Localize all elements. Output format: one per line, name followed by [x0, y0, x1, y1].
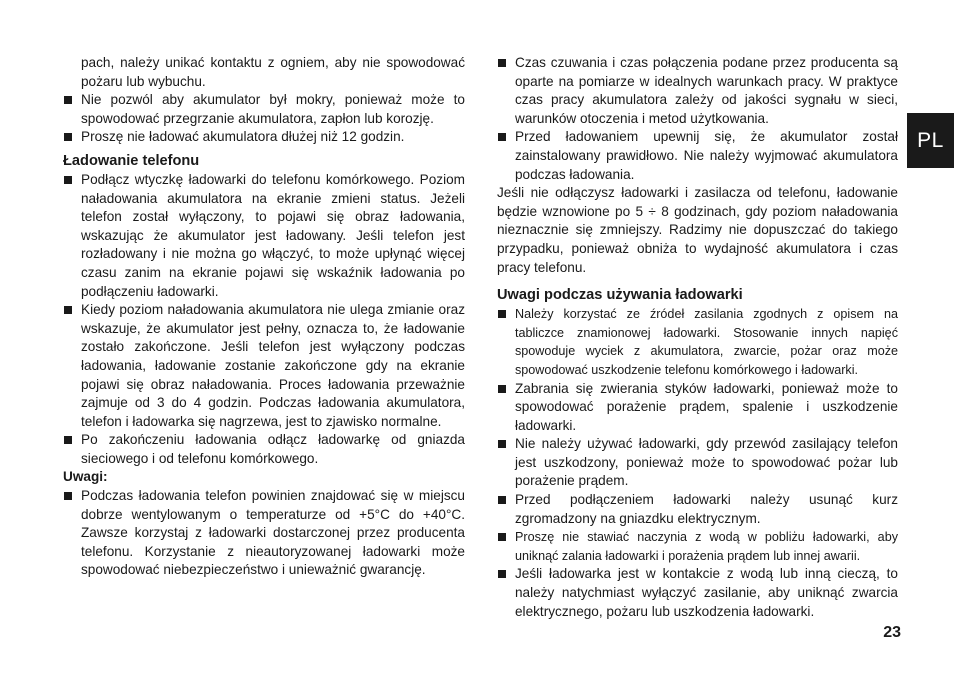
language-tab: PL [907, 113, 954, 168]
list-item: Proszę nie stawiać naczynia z wodą w pobliżu ładowarki, aby uniknąć zalania ładowarki i porażenia prądem lub innej awarii. [497, 528, 898, 565]
section-heading-charger: Uwagi podczas używania ładowarki [497, 287, 743, 304]
bullet-square-icon [64, 133, 72, 141]
bullet-square-icon [64, 492, 72, 500]
list-item: Nie należy używać ładowarki, gdy przewód zasilający telefon jest uszkodzony, ponieważ może to spowodować pożar lub porażenie prądem. [497, 435, 898, 491]
right-column [497, 54, 898, 621]
bullet-square-icon [498, 133, 506, 141]
list-item: Kiedy poziom naładowania akumulatora nie ulega zmianie oraz wskazuje, że akumulator jest pełny, oznacza to, że ładowanie zostało zakończone. Jeśli telefon jest wyłączony podczas ładowania, ładowanie zostanie zakończone gdy na ekranie pojawi się obraz naładowania. Proces ładowania przeważnie zajmuje od 3 do 4 godzin. Podczas ładowania akumulatora, telefon i ładowarka się nagrzewa, jest to zjawisko normalne. [63, 301, 465, 431]
bullet-square-icon [64, 306, 72, 314]
list-item: Przed podłączeniem ładowarki należy usunąć kurz zgromadzony na gniazdku elektrycznym. [497, 491, 898, 528]
bullet-square-icon [498, 496, 506, 504]
notes-label: Uwagi: [63, 469, 108, 485]
page-number: 23 [883, 624, 901, 641]
list-item: Po zakończeniu ładowania odłącz ładowarkę od gniazda sieciowego i od telefonu komórkowego. [63, 431, 465, 468]
paragraph: Jeśli nie odłączysz ładowarki i zasilacza od telefonu, ładowanie będzie wznowione po 5 ÷ 8 godzinach, gdy poziom naładowania nieznacznie się zmniejszy. Radzimy nie dopuszczać do takiego przypadku, ponieważ obniża to wydajność akumulatora i czas pracy telefonu. [497, 185, 898, 275]
bullet-square-icon [498, 440, 506, 448]
bullet-square-icon [498, 385, 506, 393]
continued-text: pach, należy unikać kontaktu z ogniem, aby nie spowodować pożaru lub wybuchu. [81, 55, 465, 89]
list-item: Przed ładowaniem upewnij się, że akumulator został zainstalowany prawidłowo. Nie należy wyjmować akumulatora podczas ładowania. [497, 128, 898, 184]
list-item: Podłącz wtyczkę ładowarki do telefonu komórkowego. Poziom naładowania akumulatora na ekranie zmieni status. Jeżeli telefon został wyłączony, to pojawi się obraz ładowania, wskazując że akumulator jest ładowany. Jeśli telefon jest rozładowany i nie można go włączyć, to może upłynąć więcej czasu zanim na ekranie pojawi się wskaźnik ładowania po podłączeniu ładowarki. [63, 171, 465, 301]
bullet-square-icon [498, 570, 506, 578]
left-column [63, 54, 465, 580]
list-item: Nie pozwól aby akumulator był mokry, ponieważ może to spowodować przegrzanie akumulatora, zapłon lub korozję. [63, 91, 465, 128]
section-heading-charging: Ładowanie telefonu [63, 152, 200, 169]
list-item: Podczas ładowania telefon powinien znajdować się w miejscu dobrze wentylowanym o temperaturze od +5°C do +40°C. Zawsze korzystaj z ładowarki dostarczonej przez producenta telefonu. Korzystanie z nieautoryzowanej ładowarki może spowodować niebezpieczeństwo i unieważnić gwarancję. [63, 487, 465, 580]
list-item: Zabrania się zwierania styków ładowarki, ponieważ może to spowodować porażenie prądem, spalenie i uszkodzenie ładowarki. [497, 380, 898, 436]
bullet-square-icon [498, 533, 506, 541]
bullet-square-icon [64, 436, 72, 444]
bullet-square-icon [498, 310, 506, 318]
list-item: Jeśli ładowarka jest w kontakcie z wodą lub inną cieczą, to należy natychmiast wyłączyć zasilanie, aby uniknąć zwarcia elektrycznego, pożaru lub uszkodzenia ładowarki. [497, 565, 898, 621]
bullet-square-icon [64, 176, 72, 184]
bullet-square-icon [64, 96, 72, 104]
list-item: Czas czuwania i czas połączenia podane przez producenta są oparte na pomiarze w idealnych warunkach pracy. W praktyce czas pracy akumulatora zależy od jakości sygnału w sieci, warunków otoczenia i metod użytkowania. [497, 54, 898, 128]
bullet-square-icon [498, 59, 506, 67]
list-item: Proszę nie ładować akumulatora dłużej niż 12 godzin. [63, 128, 465, 147]
list-item: Należy korzystać ze źródeł zasilania zgodnych z opisem na tabliczce znamionowej ładowarki. Stosowanie innych napięć spowoduje wyciek z akumulatora, zwarcie, pożar oraz może spowodować uszkodzenie telefonu komórkowego i ładowarki. [497, 305, 898, 379]
